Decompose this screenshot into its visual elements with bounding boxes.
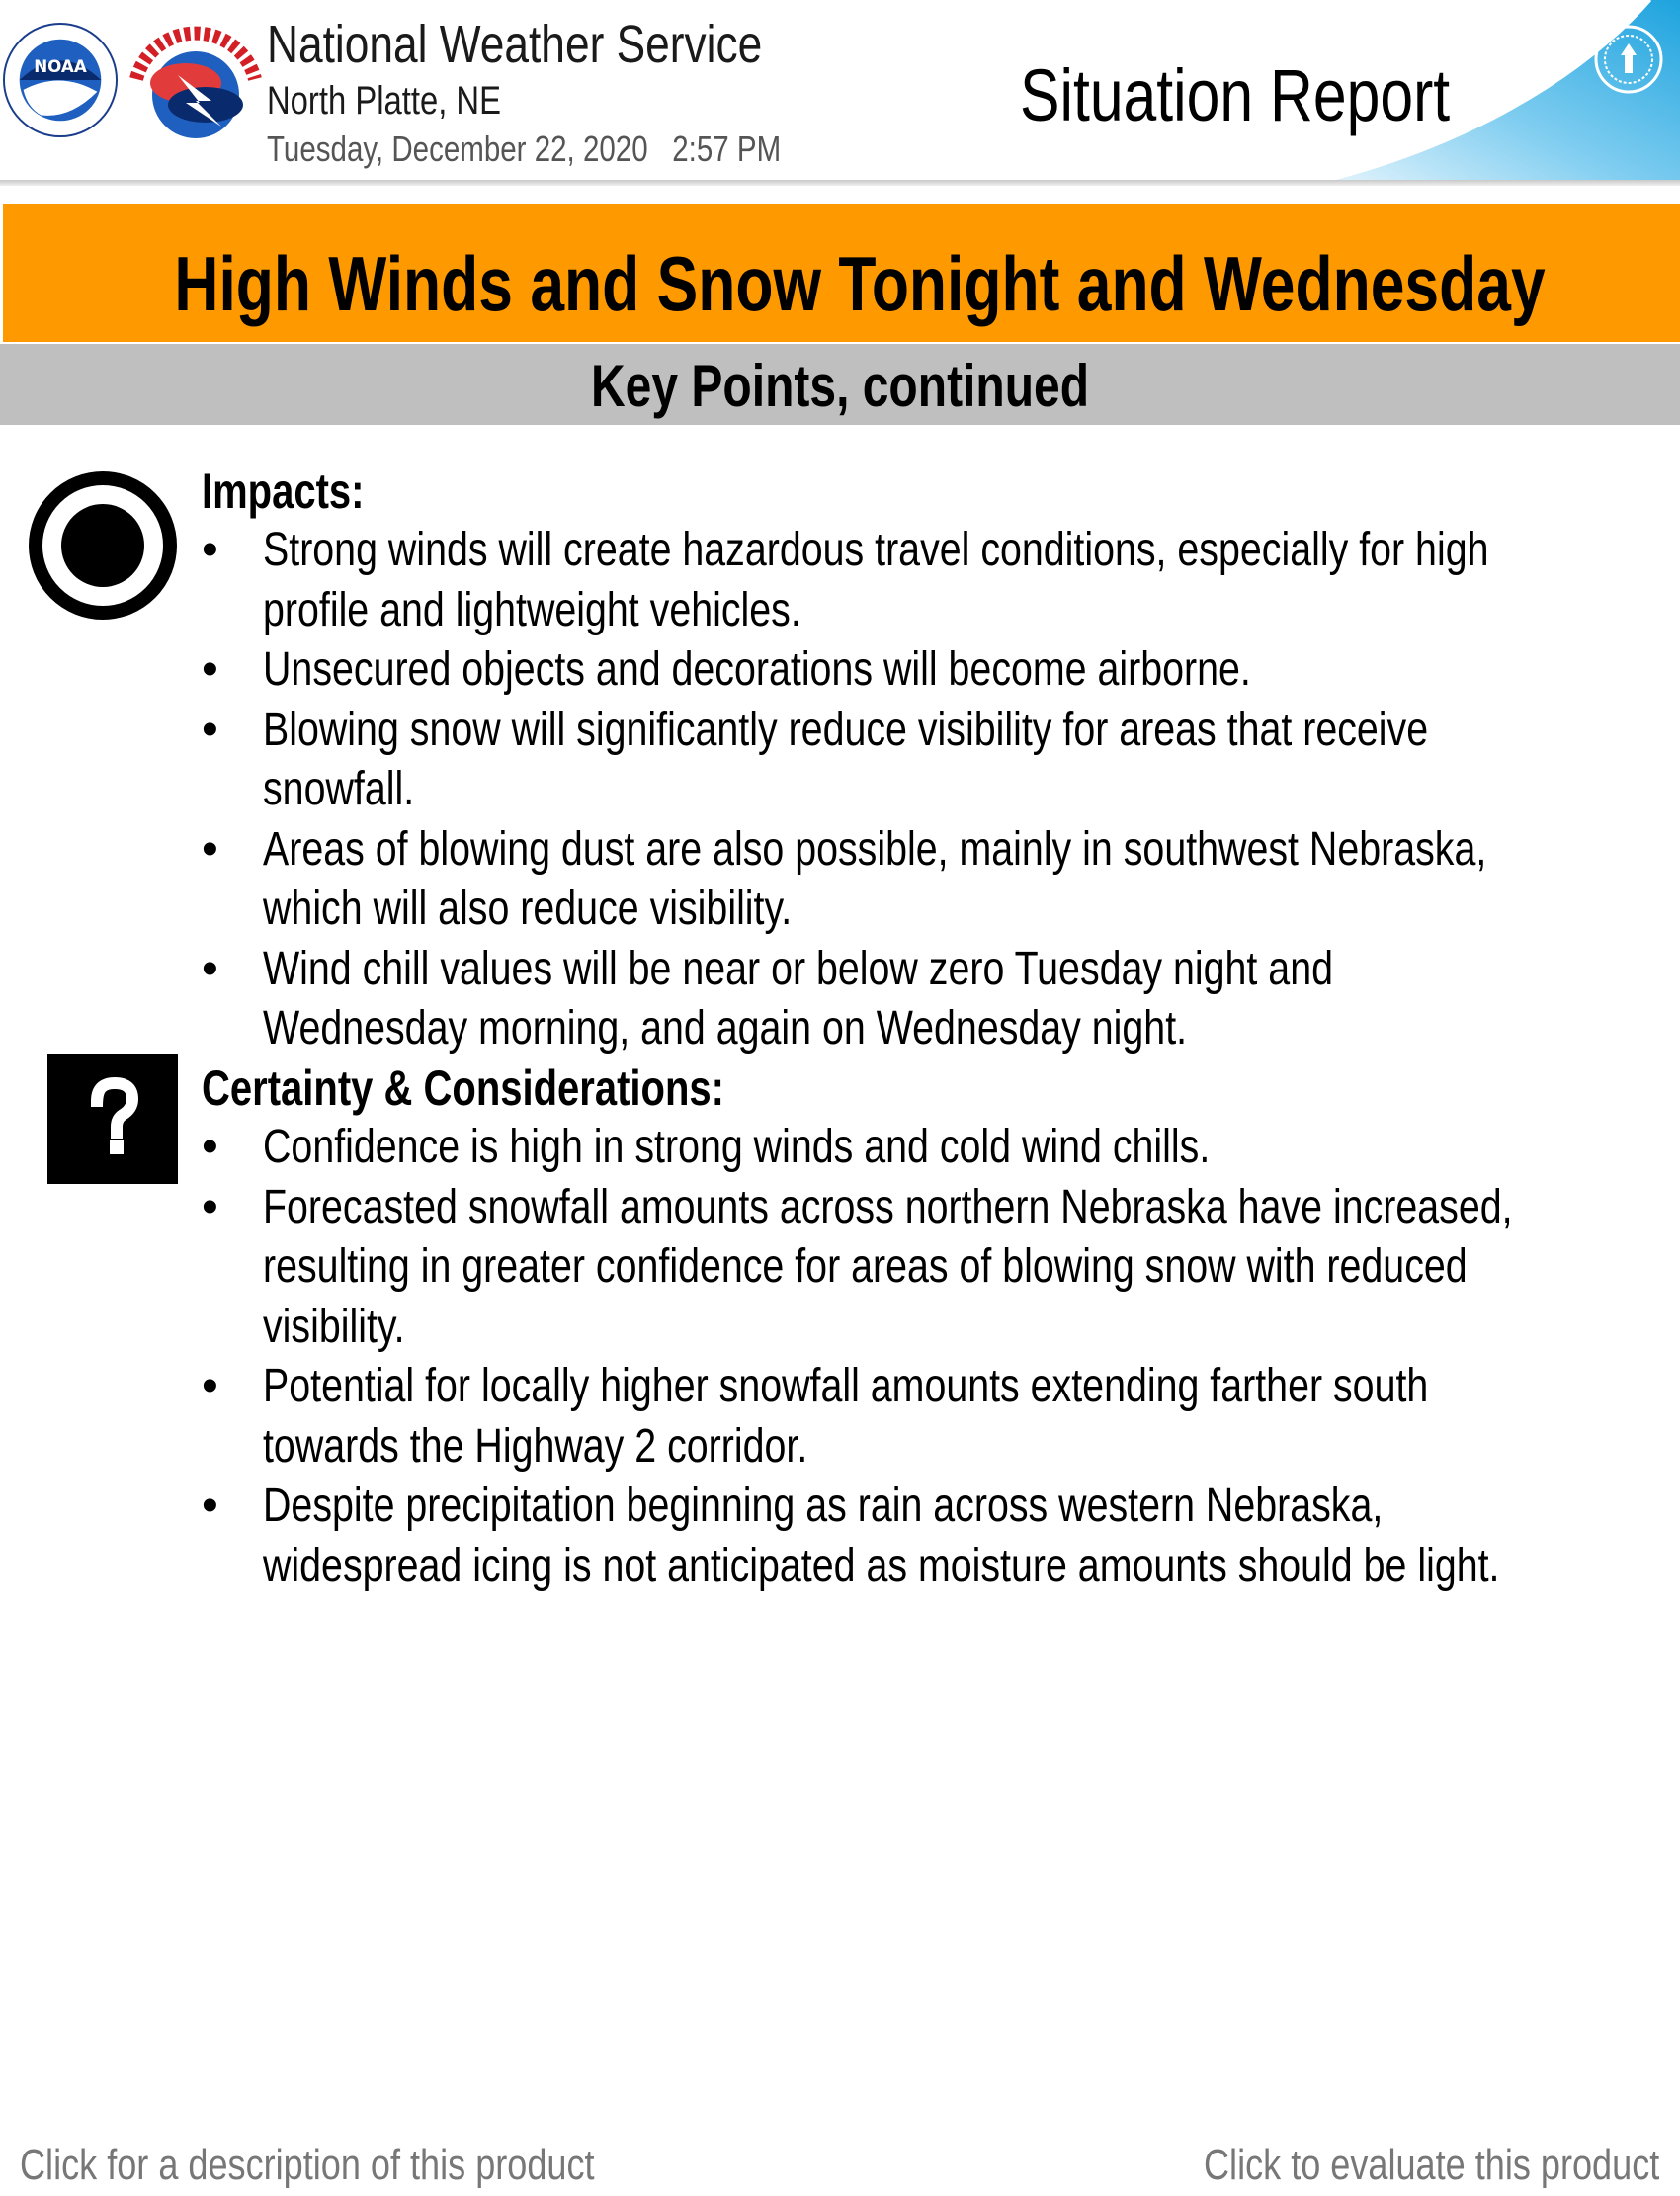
target-icon — [26, 468, 180, 623]
list-item: • Wind chill values will be near or below zero Tuesday night and Wednesday morning, and again on Wednesday night. — [202, 940, 1674, 1059]
report-title: Situation Report — [1020, 54, 1451, 136]
certainty-list — [202, 1118, 1674, 1596]
impacts-list — [202, 521, 1674, 1059]
list-item: • Blowing snow will significantly reduce visibility for areas that receive snowfall. — [202, 701, 1674, 820]
headline-banner — [3, 204, 1680, 342]
impacts-heading: Impacts: — [202, 464, 365, 519]
list-item: • Despite precipitation beginning as rain across western Nebraska, widespread icing is not anticipated as moisture amounts should be light. — [202, 1477, 1674, 1596]
certainty-heading: Certainty & Considerations: — [202, 1060, 724, 1116]
header-divider — [0, 180, 1680, 186]
issued-datetime: Tuesday, December 22, 2020 2:57 PM — [267, 128, 782, 169]
agency-name: National Weather Service — [267, 15, 763, 74]
list-item: • Unsecured objects and decorations will become airborne. — [202, 640, 1674, 701]
noaa-logo — [2, 22, 119, 138]
subhead-banner — [0, 344, 1680, 425]
product-description-link[interactable]: Click for a description of this product — [20, 2141, 595, 2189]
svg-text:NOAA: NOAA — [34, 56, 87, 77]
list-item: • Areas of blowing dust are also possible, mainly in southwest Nebraska, which will also reduce visibility. — [202, 820, 1674, 940]
report-header — [0, 0, 1680, 186]
evaluate-product-link[interactable]: Click to evaluate this product — [1204, 2141, 1660, 2189]
nws-logo — [117, 20, 275, 164]
doc-seal — [1593, 24, 1664, 95]
subhead-title: Key Points, continued — [590, 353, 1090, 419]
office-location: North Platte, NE — [267, 79, 501, 123]
list-item: • Strong winds will create hazardous travel conditions, especially for high profile and lightweight vehicles. — [202, 521, 1674, 640]
list-item: • Forecasted snowfall amounts across northern Nebraska have increased, resulting in greater confidence for areas of blowing snow with reduced visibility. — [202, 1178, 1674, 1358]
list-item: • Potential for locally higher snowfall amounts extending farther south towards the Highway 2 corridor. — [202, 1357, 1674, 1477]
question-icon — [47, 1054, 178, 1184]
headline-title: High Winds and Snow Tonight and Wednesday — [174, 240, 1546, 327]
list-item: • Confidence is high in strong winds and cold wind chills. — [202, 1118, 1674, 1178]
